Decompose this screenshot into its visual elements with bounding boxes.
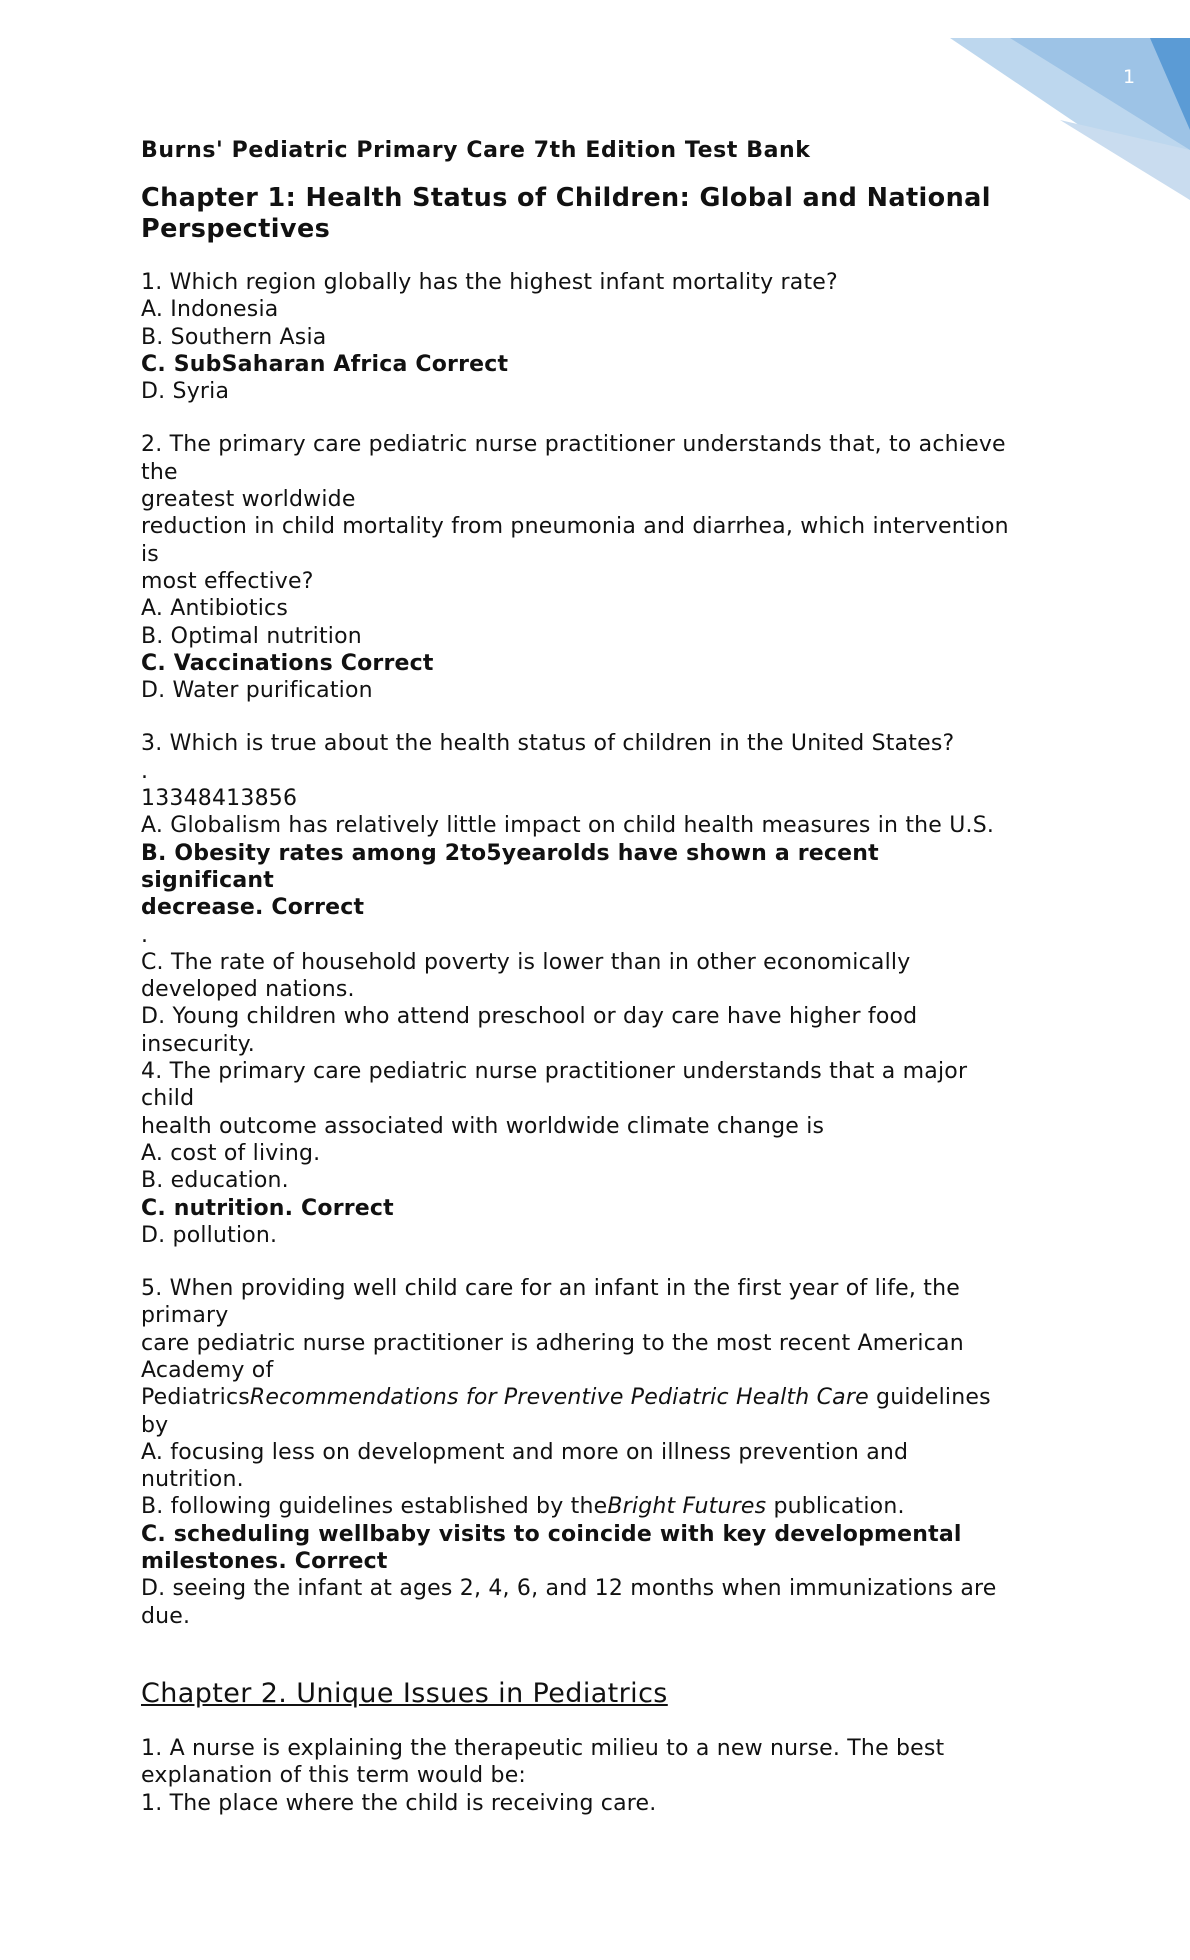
question-block: [141, 269, 1071, 405]
correct-answer-line: C. nutrition. Correct: [141, 1195, 394, 1221]
chapter-1-heading-line: Chapter 1: Health Status of Children: Global and National: [141, 183, 991, 213]
correct-answer-line: significant: [141, 867, 274, 893]
question-line: D. Young children who attend preschool or day care have higher food: [141, 1004, 918, 1030]
correct-answer-line: decrease. Correct: [141, 895, 365, 921]
question-block: [141, 1058, 1071, 1249]
correct-answer-line: C. Vaccinations Correct: [141, 650, 434, 676]
correct-answer-line: C. SubSaharan Africa Correct: [141, 351, 509, 377]
question-line: C. The rate of household poverty is lower than in other economically: [141, 949, 911, 975]
question-line: A. Globalism has relatively little impact on child health measures in the U.S.: [141, 813, 995, 839]
chapter-2-heading: Chapter 2. Unique Issues in Pediatrics: [141, 1677, 668, 1709]
question-line: 1. The place where the child is receiving care.: [141, 1790, 657, 1816]
chapter-1-heading: [141, 183, 1071, 245]
correct-answer-line: milestones. Correct: [141, 1549, 388, 1575]
question-line: child: [141, 1086, 195, 1112]
question-line: A. focusing less on development and more on illness prevention and: [141, 1439, 909, 1465]
question-line: B. following guidelines established by theBright Futures publication.: [141, 1494, 905, 1520]
question-line: .: [141, 758, 149, 784]
question-line: D. pollution.: [141, 1222, 278, 1248]
question-block: [141, 431, 1071, 704]
question-line: greatest worldwide: [141, 487, 356, 513]
question-line: B. Optimal nutrition: [141, 623, 362, 649]
question-line: B. education.: [141, 1168, 289, 1194]
question-line: A. cost of living.: [141, 1140, 321, 1166]
question-block: [141, 730, 1071, 1058]
correct-answer-line: C. scheduling wellbaby visits to coincide with key developmental: [141, 1521, 962, 1547]
question-line: D. Syria: [141, 379, 230, 405]
question-line: 3. Which is true about the health status of children in the United States?: [141, 731, 955, 757]
question-line: the: [141, 459, 178, 485]
chapter-1-heading-line: Perspectives: [141, 214, 331, 244]
question-line: primary: [141, 1303, 229, 1329]
question-line: nutrition.: [141, 1467, 244, 1493]
question-line: is: [141, 541, 159, 567]
chapter-1-questions: [141, 269, 1071, 1630]
question-line: 13348413856: [141, 786, 298, 812]
document-title: Burns' Pediatric Primary Care 7th Edition Test Bank: [141, 138, 811, 163]
question-line: health outcome associated with worldwide climate change is: [141, 1113, 825, 1139]
question-line: .: [141, 922, 149, 948]
question-line: Academy of: [141, 1357, 274, 1383]
correct-answer-line: B. Obesity rates among 2to5yearolds have shown a recent: [141, 840, 879, 866]
chapter-2-questions: [141, 1735, 1071, 1817]
question-line: D. Water purification: [141, 678, 373, 704]
question-line: due.: [141, 1603, 191, 1629]
question-line: care pediatric nurse practitioner is adhering to the most recent American: [141, 1330, 964, 1356]
question-line: 4. The primary care pediatric nurse practitioner understands that a major: [141, 1059, 968, 1085]
question-line: insecurity.: [141, 1031, 255, 1057]
question-block: [141, 1735, 1071, 1817]
question-line: B. Southern Asia: [141, 324, 327, 350]
question-line: by: [141, 1412, 169, 1438]
page-number: 1: [1122, 66, 1136, 88]
question-line: A. Indonesia: [141, 297, 279, 323]
question-line: 2. The primary care pediatric nurse practitioner understands that, to achieve: [141, 432, 1006, 458]
question-line: 1. Which region globally has the highest infant mortality rate?: [141, 270, 838, 295]
question-line: 1. A nurse is explaining the therapeutic milieu to a new nurse. The best: [141, 1735, 945, 1761]
question-line: PediatricsRecommendations for Preventive Pediatric Health Care guidelines: [141, 1385, 991, 1411]
question-line: D. seeing the infant at ages 2, 4, 6, and 12 months when immunizations are: [141, 1576, 997, 1602]
italic-title: Recommendations for Preventive Pediatric Health Care: [249, 1385, 869, 1411]
question-line: developed nations.: [141, 977, 355, 1003]
question-line: A. Antibiotics: [141, 596, 289, 622]
question-line: 5. When providing well child care for an infant in the first year of life, the: [141, 1276, 960, 1302]
question-block: [141, 1275, 1071, 1630]
question-line: explanation of this term would be:: [141, 1763, 527, 1789]
question-line: reduction in child mortality from pneumonia and diarrhea, which intervention: [141, 514, 1009, 540]
document-body: [141, 138, 1071, 1843]
spacer: [141, 1656, 1071, 1678]
italic-title: Bright Futures: [607, 1494, 767, 1520]
question-line: most effective?: [141, 568, 314, 594]
